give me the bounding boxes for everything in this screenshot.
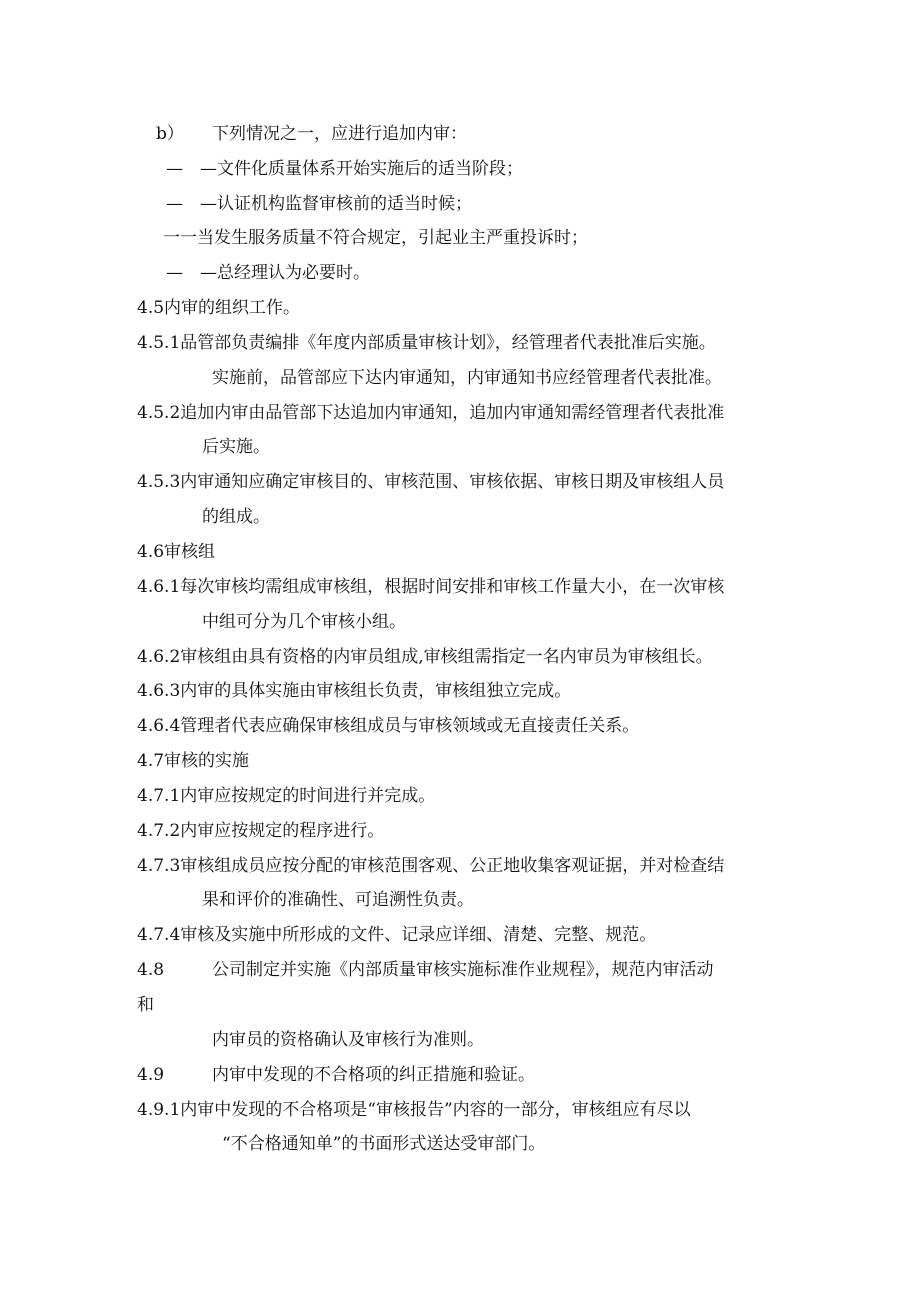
text-line: 4.7.2内审应按规定的程序进行。 <box>137 821 385 841</box>
text-line: 4.7.1内审应按规定的时间进行并完成。 <box>137 786 436 806</box>
text-line: 4.9.1内审中发现的不合格项是“审核报告”内容的一部分，审核组应有尽以 <box>137 1100 691 1120</box>
text-line: 中组可分为几个审核小组。 <box>202 612 406 632</box>
section-heading: 4.7审核的实施 <box>137 751 250 771</box>
text-line: 一一当发生服务质量不符合规定，引起业主严重投诉时； <box>163 228 588 248</box>
text-line: 的组成。 <box>202 507 270 527</box>
text-line: “不合格通知单”的书面形式送达受审部门。 <box>222 1134 546 1154</box>
section-heading: 4.6审核组 <box>137 542 216 562</box>
text-line: 内审员的资格确认及审核行为准则。 <box>212 1030 484 1050</box>
text-line: 内审中发现的不合格项的纠正措施和验证。 <box>212 1065 535 1085</box>
text-line: 后实施。 <box>202 437 270 457</box>
text-line: — —文件化质量体系开始实施后的适当阶段； <box>166 159 523 179</box>
text-line: 下列情况之一，应进行追加内审： <box>212 124 467 144</box>
text-line: 4.6.3内审的具体实施由审核组长负责，审核组独立完成。 <box>137 681 572 701</box>
text-line: 4.5.1品管部负责编排《年度内部质量审核计划》，经管理者代表批准后实施。 <box>137 333 716 353</box>
list-marker: b） <box>156 124 184 144</box>
text-line: 果和评价的准确性、可追溯性负责。 <box>202 890 474 910</box>
text-line: 实施前，品管部应下达内审通知，内审通知书应经管理者代表批准。 <box>212 368 722 388</box>
text-line: 和 <box>137 995 154 1015</box>
section-heading: 4.5内审的组织工作。 <box>137 298 301 318</box>
text-line: 4.7.3审核组成员应按分配的审核范围客观、公正地收集客观证据，并对检查结 <box>137 856 725 876</box>
text-line: 4.5.3内审通知应确定审核目的、审核范围、审核依据、审核日期及审核组人员 <box>137 472 725 492</box>
text-line: 4.6.1每次审核均需组成审核组，根据时间安排和审核工作量大小，在一次审核 <box>137 577 725 597</box>
section-number: 4.9 <box>137 1065 165 1085</box>
text-line: 4.5.2追加内审由品管部下达追加内审通知，追加内审通知需经管理者代表批准 <box>137 403 725 423</box>
section-number: 4.8 <box>137 960 165 980</box>
text-line: 4.6.4管理者代表应确保审核组成员与审核领域或无直接责任关系。 <box>137 716 640 736</box>
text-line: 公司制定并实施《内部质量审核实施标准作业规程》，规范内审活动 <box>212 960 714 980</box>
text-line: 4.6.2审核组由具有资格的内审员组成,审核组需指定一名内审员为审核组长。 <box>137 647 713 667</box>
text-line: — —认证机构监督审核前的适当时候； <box>166 194 472 214</box>
text-line: 4.7.4审核及实施中所形成的文件、记录应详细、清楚、完整、规范。 <box>137 925 657 945</box>
text-line: — —总经理认为必要时。 <box>166 263 370 283</box>
